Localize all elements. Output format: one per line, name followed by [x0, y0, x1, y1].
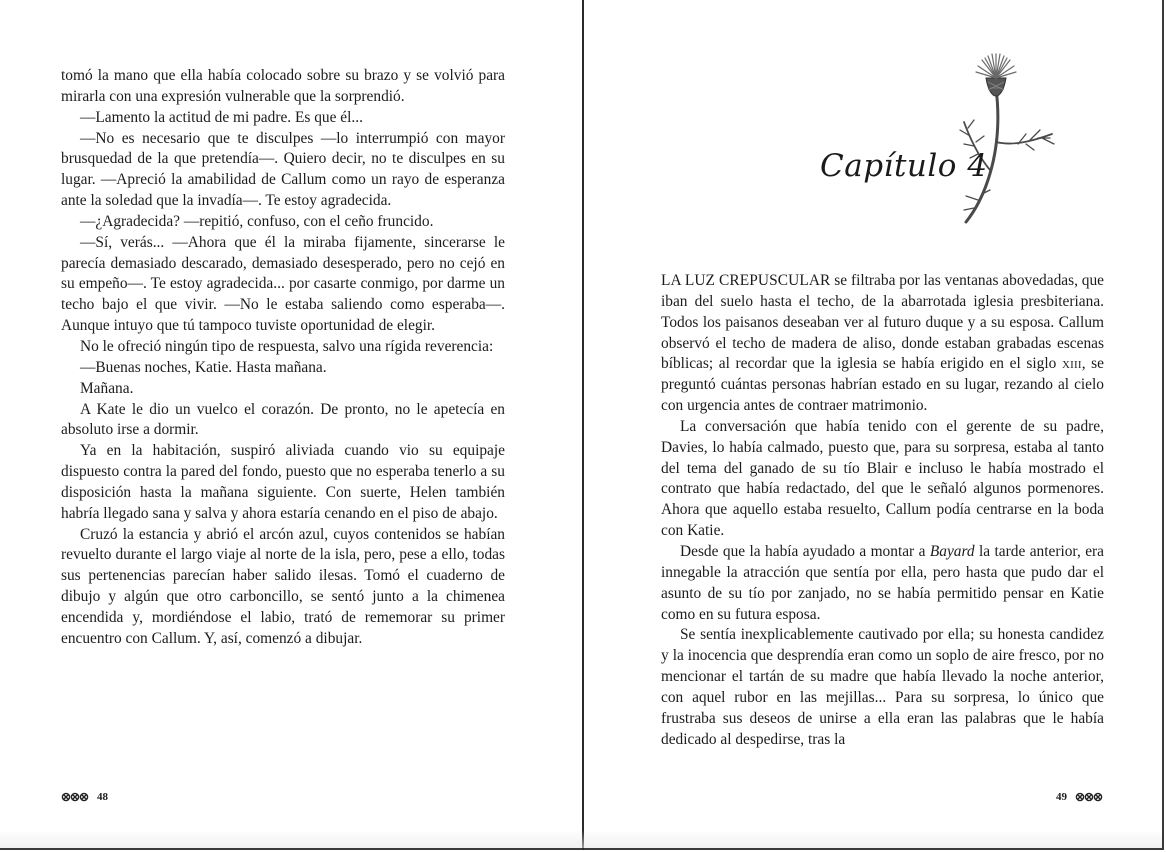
paragraph: —Sí, verás... —Ahora que él la miraba fijamente, sincerarse le parecía demasiado descarado, demasiado desesperado, pero no cejó en su empeño—. Te estoy agradecida... por casarte conmigo, por darme un techo bajo el que vivir. —No le estaba saliendo como esperaba—. Aunque intuyo que tú tampoco tuviste oportunidad de elegir.	[61, 233, 505, 335]
page-footer-left	[61, 791, 108, 803]
paragraph: A Kate le dio un vuelco el corazón. De pronto, no le apetecía en absoluto irse a dormir.	[61, 400, 505, 439]
page-number: 49	[1056, 791, 1067, 803]
page-footer-right	[1056, 791, 1103, 803]
thistle-flower-icon	[930, 50, 1070, 228]
paragraph: Ya en la habitación, suspiró aliviada cuando vio su equipaje dispuesto contra la pared del fondo, puesto que no esperaba tenerlo a su disposición hasta la mañana siguiente. Con suerte, Helen también habría llegado sana y salva y ahora estaría cenando en el piso de abajo.	[61, 442, 505, 522]
left-page	[0, 0, 582, 850]
left-page-text	[61, 66, 505, 650]
paragraph: Se sentía inexplicablemente cautivado por ella; su honesta candidez y la inocencia que desprendía eran como un soplo de aire fresco, por no mencionar el tartán de su madre que había llevado la noche anterior, con aquel rubor en las mejillas... Para su sorpresa, lo único que frustraba sus deseos de unirse a ella eran las palabras que le había dedicado al despedirse, tras la	[661, 626, 1104, 748]
paragraph: tomó la mano que ella había colocado sobre su brazo y se volvió para mirarla con una expresión vulnerable que la sorprendió.	[61, 67, 505, 105]
paragraph-text: , se preguntó cuántas personas habrían estado en su lugar, rezando al cielo con urgencia antes de contraer matrimonio.	[661, 355, 1104, 415]
paragraph: —Lamento la actitud de mi padre. Es que él...	[80, 108, 363, 126]
paragraph: No le ofreció ningún tipo de respuesta, salvo una rígida reverencia:	[80, 337, 494, 355]
paragraph: —¿Agradecida? —repitió, confuso, con el ceño fruncido.	[80, 212, 434, 230]
triple-knot-ornament-icon	[1075, 791, 1103, 803]
paragraph: —No es necesario que te disculpes —lo interrumpió con mayor brusquedad de la que pretendía—. Quiero decir, no te disculpes en su lugar. —Apreció la amabilidad de Callum como un rayo de esperanza ante la soledad que la invadía—. Te estoy agradecida.	[61, 129, 505, 210]
paragraph	[661, 271, 1104, 417]
right-page-text	[661, 271, 1104, 750]
triple-knot-ornament-icon	[61, 791, 89, 803]
right-page	[584, 0, 1164, 850]
paragraph: Cruzó la estancia y abrió el arcón azul, cuyos contenidos se habían revuelto durante el largo viaje al norte de la isla, pero, pese a ello, todas sus pertenencias parecían haber salido ilesas. Tomó el cuaderno de dibujo y algún que otro carboncillo, se sentó junto a la chimenea encendida y, mordiéndose el labio, trató de rememorar su primer encuentro con Callum. Y, así, comenzó a dibujar.	[61, 525, 505, 647]
paragraph-text: la tarde anterior, era innegable la atracción que sentía por ella, pero hasta que pudo dar el asunto de su tío por zanjado, no se había permitido pensar en Katie como en su futura esposa.	[661, 542, 1104, 623]
century-numeral: xiii	[1061, 355, 1082, 373]
paragraph-text: Desde que la había ayudado a montar a	[680, 542, 930, 560]
paragraph	[661, 542, 1104, 625]
paragraph: Mañana.	[80, 379, 134, 397]
opening-caps: LA LUZ CREPUSCULAR	[661, 272, 831, 289]
page-number: 48	[97, 791, 108, 803]
paragraph: —Buenas noches, Katie. Hasta mañana.	[80, 358, 327, 376]
horse-name: Bayard	[929, 542, 975, 560]
paragraph: La conversación que había tenido con el gerente de su padre, Davies, lo había calmado, puesto que, para su sorpresa, estaba al tanto del tema del ganado de su tío Blair e incluso le había mostrado el contrato que había redactado, del que le señaló algunos pormenores. Ahora que aquello estaba resuelto, Callum podía centrarse en la boda con Katie.	[661, 417, 1104, 540]
paragraph-text: se filtraba por las ventanas abovedadas, que iban del suelo hasta el techo, de la abarrotada iglesia presbiteriana. Todos los paisanos deseaban ver al futuro duque y a su esposa. Callum observó el techo de madera de aliso, donde estaban grabadas escenas bíblicas; al recordar que la iglesia se había erigido en el siglo	[661, 272, 1105, 373]
chapter-title: Capítulo 4	[820, 148, 988, 184]
